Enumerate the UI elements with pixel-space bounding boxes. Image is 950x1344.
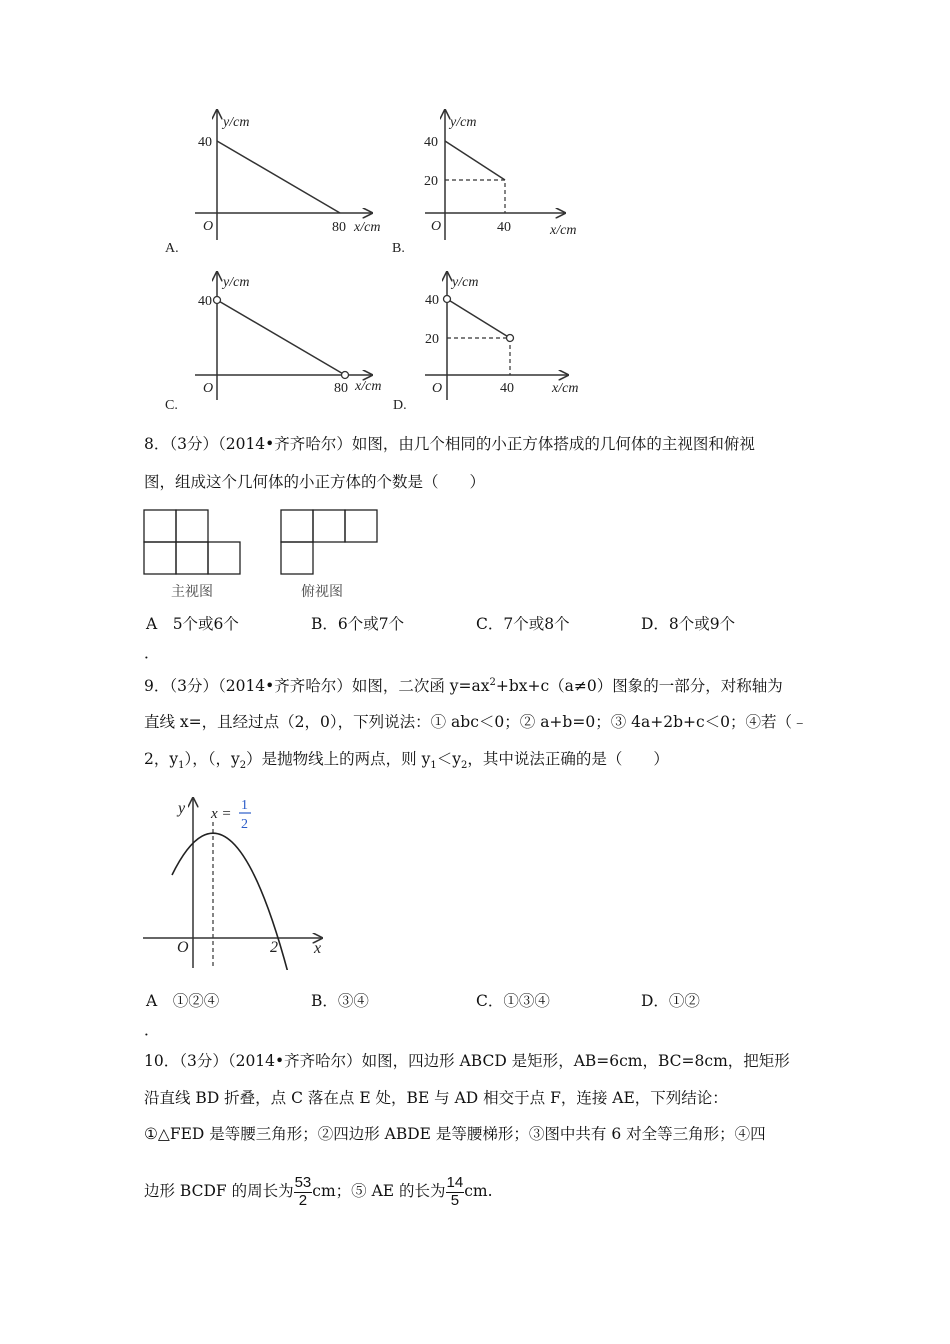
q10-text-line: ①△FED 是等腰三角形；②四边形 ABDE 是等腰梯形；③图中共有 6 对全等三角形；④四 [144, 1125, 766, 1143]
y-axis-label: y [178, 800, 186, 817]
origin-label: O [203, 219, 214, 234]
text: ＜y [436, 750, 461, 768]
text: 2，y [144, 750, 179, 768]
text: +bx+c（a≠0）图象的一部分，对称轴为 [495, 677, 783, 696]
denominator: 5 [450, 1191, 460, 1209]
graph-c [165, 272, 381, 413]
q8-option-c: C．7个或8个 [476, 615, 570, 633]
q10-text-line: 10．（3分）（2014•齐齐哈尔）如图，四边形 ABCD 是矩形，AB=6cm，BC=8cm，把矩形 [144, 1052, 790, 1070]
top-view-label: 俯视图 [301, 584, 343, 600]
q8-dot: ． [144, 644, 160, 662]
q8-option-b: B．6个或7个 [311, 615, 405, 633]
text: cm. [464, 1182, 493, 1200]
graph-d [393, 272, 578, 413]
q10-text-line: 沿直线 BD 折叠，点 C 落在点 E 处，BE 与 AD 相交于点 F，连接 AE，下列结论： [144, 1089, 728, 1107]
origin-label: O [177, 939, 189, 956]
x-axis-label: x/cm [550, 223, 577, 238]
fraction-53-2 [294, 1175, 313, 1209]
q9-dot: ． [144, 1021, 160, 1039]
x-tick: 80 [332, 220, 346, 235]
x-axis-label: x [314, 940, 322, 957]
q9-text-line [144, 752, 669, 771]
text: ，其中说法正确的是（ ） [467, 750, 669, 768]
subscript: 2 [239, 760, 247, 772]
option-label: D. [393, 398, 407, 413]
text: ）是抛物线上的两点，则 y [246, 750, 431, 768]
denominator: 2 [298, 1191, 308, 1209]
top-view-figure [281, 510, 377, 574]
q8-option-d: D．8个或9个 [641, 615, 736, 633]
front-view-label: 主视图 [171, 584, 213, 600]
graph-a [165, 110, 380, 256]
numerator: 53 [294, 1174, 312, 1191]
text: 边形 BCDF 的周长为 [144, 1182, 294, 1200]
text: ），（，y [184, 750, 240, 768]
front-view-figure [144, 510, 240, 574]
q9-text-line: 直线 x=，且经过点（2，0），下列说法：① abc＜0；② a+b=0；③ 4a+2b+c＜0；④若（﹣ [144, 713, 808, 731]
option-label: B. [392, 241, 405, 256]
y-tick: 20 [424, 174, 438, 189]
x-tick: 2 [270, 939, 278, 956]
origin-label: O [431, 219, 442, 234]
q9-text-line [144, 678, 783, 695]
y-axis-label: y/cm [452, 275, 479, 290]
x-axis-label: x/cm [355, 379, 382, 394]
graph-b [392, 110, 576, 256]
x-axis-label: x/cm [354, 220, 381, 235]
y-tick: 40 [425, 293, 439, 308]
subscript: 2 [460, 760, 468, 772]
x-tick: 80 [334, 381, 348, 396]
origin-label: O [203, 381, 214, 396]
option-label: A. [165, 241, 179, 256]
parabola-graph [140, 798, 340, 1000]
option-label: C. [165, 398, 178, 413]
y-tick: 20 [425, 332, 439, 347]
q10-text-line [144, 1175, 493, 1209]
y-axis-label: y/cm [450, 115, 477, 130]
y-tick: 40 [198, 135, 212, 150]
superscript: 2 [489, 677, 496, 688]
subscript: 1 [430, 760, 437, 772]
y-axis-label: y/cm [223, 115, 250, 130]
x-tick: 40 [500, 381, 514, 396]
fraction-14-5 [446, 1175, 465, 1209]
text: cm；⑤ AE 的长为 [312, 1182, 446, 1200]
fraction-denominator: 2 [241, 817, 248, 832]
y-axis-label: y/cm [223, 275, 250, 290]
q9-option-a: A ①②④ [146, 992, 220, 1010]
q9-option-b: B．③④ [311, 992, 369, 1010]
y-tick: 40 [198, 294, 212, 309]
text: 9．（3分）（2014•齐齐哈尔）如图，二次函 y=ax [144, 677, 490, 696]
x-axis-label: x/cm [552, 381, 579, 396]
x-tick: 40 [497, 220, 511, 235]
q8-option-a: A 5个或6个 [146, 615, 239, 633]
symmetry-axis-label: x = [211, 806, 232, 822]
q8-text-line: 8．（3分）（2014•齐齐哈尔）如图，由几个相同的小正方体搭成的几何体的主视图和俯视 [144, 435, 755, 453]
fraction-numerator: 1 [241, 798, 248, 813]
y-tick: 40 [424, 135, 438, 150]
q9-option-d: D．①② [641, 992, 700, 1010]
numerator: 14 [446, 1174, 464, 1191]
origin-label: O [432, 381, 443, 396]
q9-option-c: C．①③④ [476, 992, 550, 1010]
q8-text-line: 图，组成这个几何体的小正方体的个数是（ ） [144, 473, 486, 491]
subscript: 1 [178, 760, 185, 772]
parabola-curve [172, 833, 292, 988]
